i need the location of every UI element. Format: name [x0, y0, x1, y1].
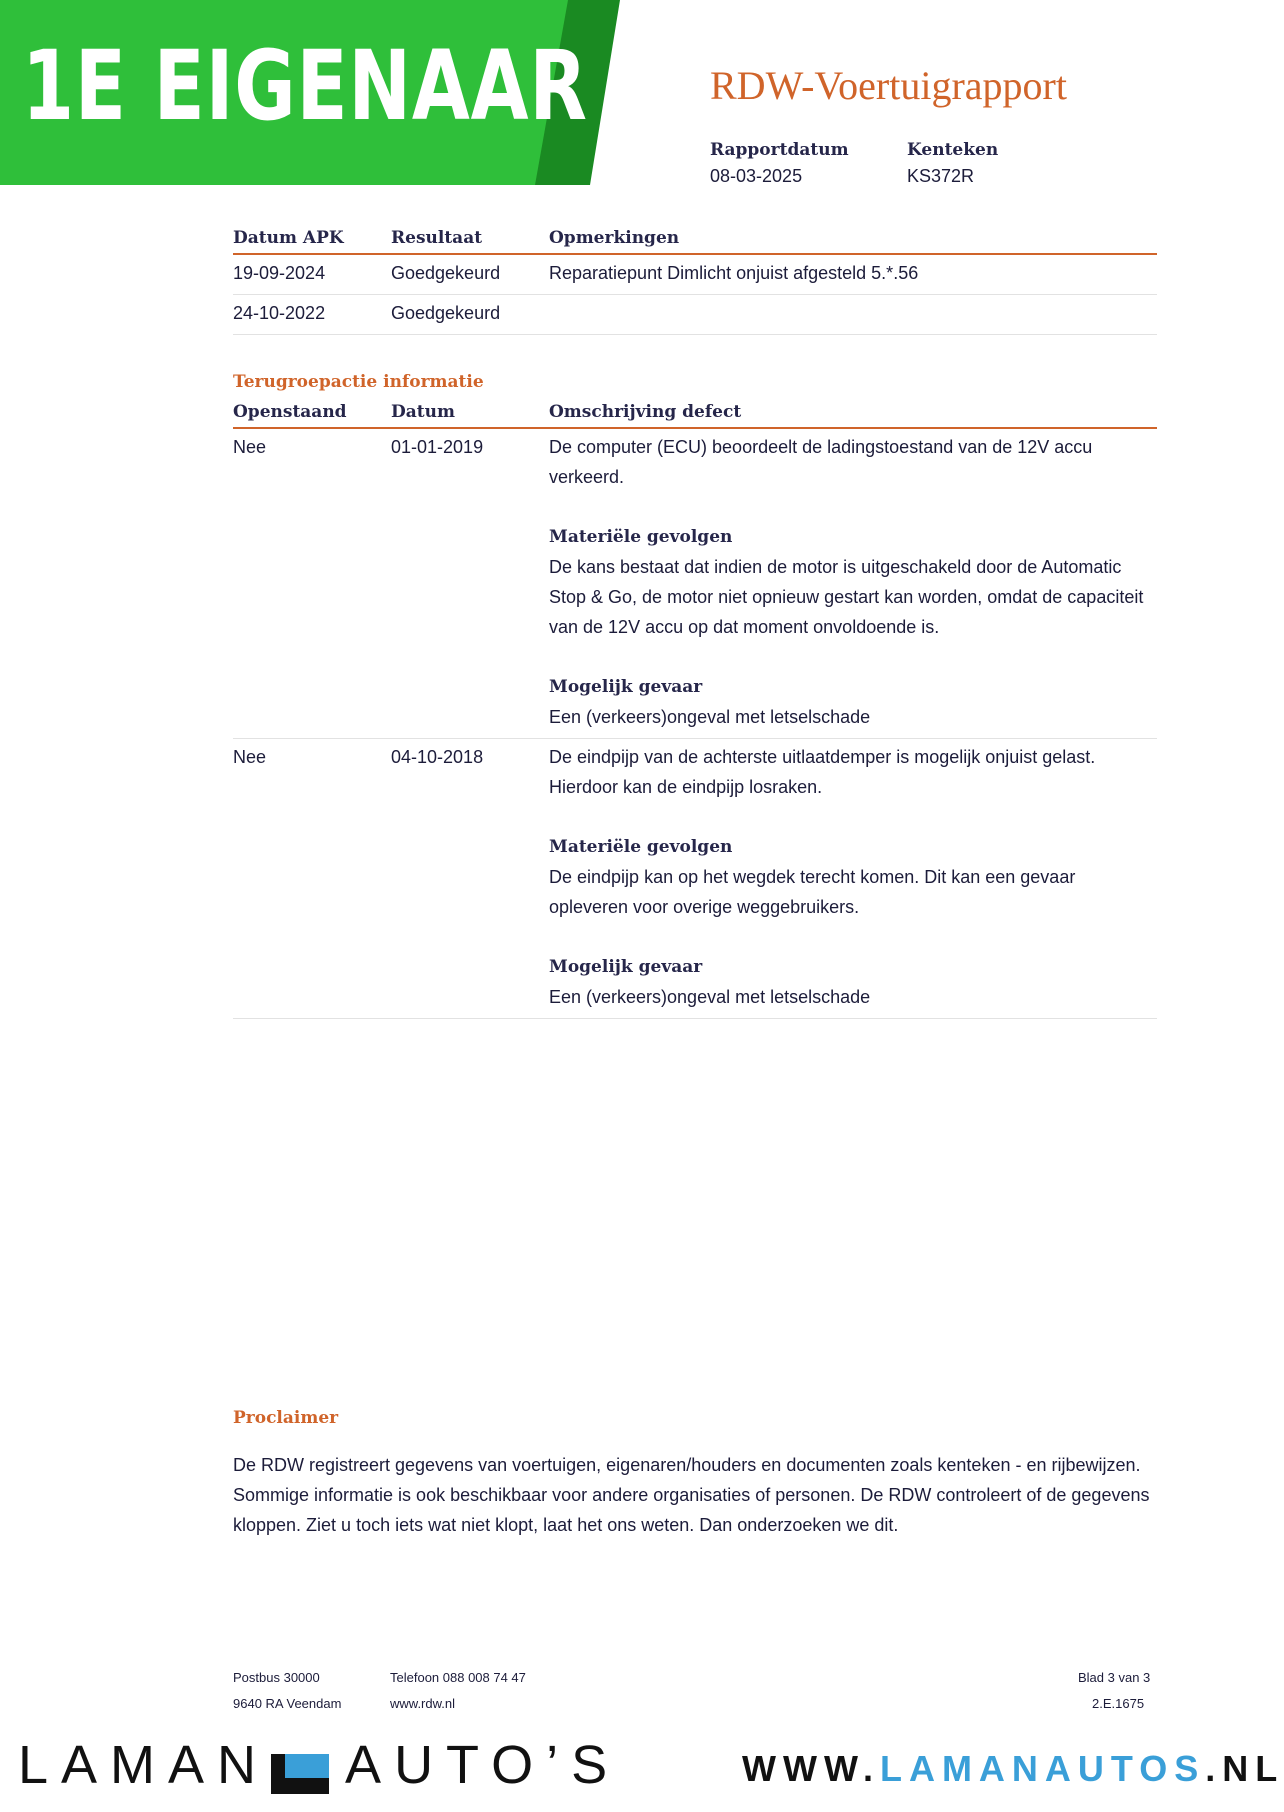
report-title: RDW-Voertuigrapport: [710, 63, 1067, 108]
website-prefix: WWW.: [742, 1748, 880, 1789]
apk-date: 24-10-2022: [233, 295, 391, 335]
footer-code: 2.E.1675: [1092, 1696, 1145, 1711]
report-date-value: 08-03-2025: [710, 166, 803, 186]
website-suffix: .NL: [1205, 1748, 1284, 1789]
proclaimer-text: De RDW registreert gegevens van voertuigen, eigenaren/houders en documenten zoals kenteken - en rijbewijzen. Sommige informatie is ook beschikbaar voor andere organisaties of personen. De RDW controleert of de gegevens kloppen. Ziet u toch iets wat niet klopt, laat het ons weten. Dan onderzoeken we dit.: [233, 1455, 1150, 1535]
footer-website: www.rdw.nl: [390, 1696, 456, 1711]
apk-remark: [549, 295, 1157, 335]
table-row: [233, 295, 1157, 335]
recall-date: 04-10-2018: [391, 739, 549, 1019]
footer-postbus: Postbus 30000: [233, 1670, 320, 1685]
apk-col-date: Datum APK: [233, 228, 391, 254]
banner-text: 1E EIGENAAR: [22, 30, 588, 142]
table-row: [233, 254, 1157, 295]
consequences-label: Materiële gevolgen: [549, 837, 733, 857]
recall-description: De eindpijp van de achterste uitlaatdemper is mogelijk onjuist gelast. Hierdoor kan de eindpijp losraken.: [549, 747, 1096, 797]
danger-text: Een (verkeers)ongeval met letselschade: [549, 987, 871, 1007]
license-plate-value: KS372R: [907, 166, 975, 186]
recall-details: [549, 428, 1157, 739]
footer-code-cut: [1092, 1696, 1145, 1711]
website-domain: LAMANAUTOS: [879, 1748, 1206, 1789]
recall-open: Nee: [233, 739, 391, 1019]
apk-col-remarks: Opmerkingen: [549, 228, 1157, 254]
logo-text-right: AUTO’S: [345, 1735, 621, 1795]
recall-title: Terugroepactie informatie: [233, 372, 484, 392]
danger-label: Mogelijk gevaar: [549, 957, 703, 977]
recall-table: [233, 402, 1157, 1019]
laman-autos-logo: [18, 1734, 620, 1796]
license-plate: [907, 140, 998, 187]
recall-description: De computer (ECU) beoordeelt de ladingstoestand van de 12V accu verkeerd.: [549, 437, 1093, 487]
apk-result: Goedgekeurd: [391, 295, 549, 335]
logo-mark-icon: [271, 1745, 329, 1785]
footer-website-cut: [390, 1696, 456, 1711]
consequences-text: De kans bestaat dat indien de motor is uitgeschakeld door de Automatic Stop & Go, de motor niet opnieuw gestart kan worden, omdat de capaciteit van de 12V accu op dat moment onvoldoende is.: [549, 557, 1144, 637]
apk-header-row: [233, 228, 1157, 254]
apk-col-result: Resultaat: [391, 228, 549, 254]
consequences-label: Materiële gevolgen: [549, 527, 733, 547]
report-date: [710, 140, 849, 187]
report-date-label: Rapportdatum: [710, 140, 849, 160]
recall-col-open: Openstaand: [233, 402, 391, 428]
footer-address: 9640 RA Veendam: [233, 1696, 342, 1711]
recall-col-description: Omschrijving defect: [549, 402, 1157, 428]
footer-page-number: Blad 3 van 3: [1078, 1670, 1151, 1685]
apk-table: [233, 228, 1157, 335]
recall-header-row: [233, 402, 1157, 428]
logo-text-left: LAMAN: [18, 1735, 270, 1795]
danger-text: Een (verkeers)ongeval met letselschade: [549, 707, 871, 727]
recall-date: 01-01-2019: [391, 428, 549, 739]
danger-label: Mogelijk gevaar: [549, 677, 703, 697]
apk-remark: Reparatiepunt Dimlicht onjuist afgesteld 5.*.56: [549, 254, 1157, 295]
consequences-text: De eindpijp kan op het wegdek terecht komen. Dit kan een gevaar opleveren voor overige weggebruikers.: [549, 867, 1076, 917]
apk-result: Goedgekeurd: [391, 254, 549, 295]
license-plate-label: Kenteken: [907, 140, 999, 160]
recall-col-date: Datum: [391, 402, 549, 428]
owner-banner: [0, 0, 620, 185]
recall-open: Nee: [233, 428, 391, 739]
footer-phone: Telefoon 088 008 74 47: [390, 1670, 526, 1685]
proclaimer-title: Proclaimer: [233, 1408, 339, 1428]
footer-address-cut: [233, 1696, 342, 1711]
apk-date: 19-09-2024: [233, 254, 391, 295]
table-row: [233, 428, 1157, 739]
recall-details: [549, 739, 1157, 1019]
table-row: [233, 739, 1157, 1019]
website-url[interactable]: [742, 1748, 1284, 1790]
